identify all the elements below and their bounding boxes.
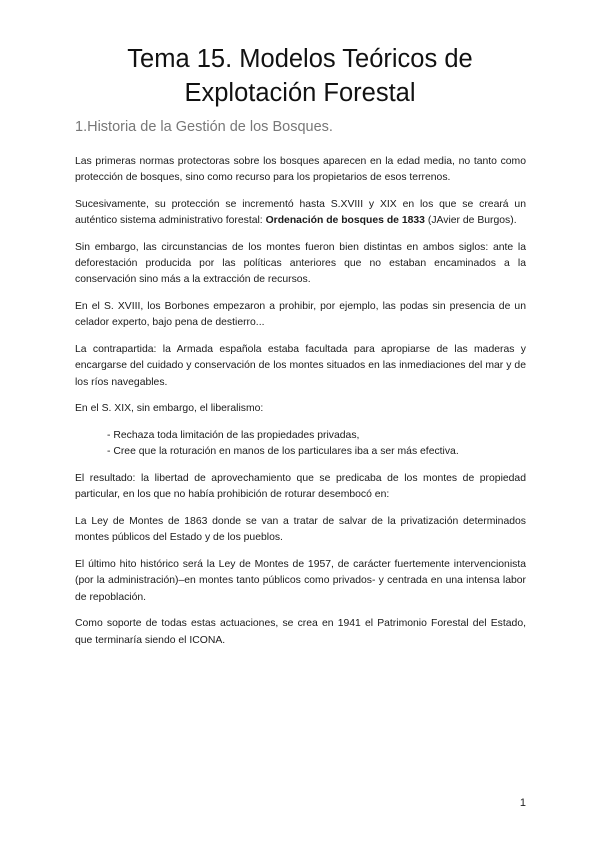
title-line-2: Explotación Forestal xyxy=(184,79,416,107)
paragraph: En el S. XVIII, los Borbones empezaron a prohibir, por ejemplo, las podas sin presencia de un celador experto, bajo pena de destierro... xyxy=(75,301,526,329)
paragraph-text: Sucesivamente, su protección se incrementó hasta S.XVIII y XIX en los que se creará un auténtico sistema administrativo forestal: xyxy=(75,199,526,227)
paragraph: Las primeras normas protectoras sobre los bosques aparecen en la edad media, no tanto como protección de bosques, sino como recurso para los propietarios de esos terrenos. xyxy=(75,156,526,184)
bold-phrase: Ordenación de bosques de 1833 xyxy=(265,215,425,227)
paragraph xyxy=(75,197,526,229)
page-number: 1 xyxy=(519,797,526,809)
paragraph-tail: (JAvier de Burgos). xyxy=(424,215,517,227)
title-line-1: Tema 15. Modelos Teóricos de xyxy=(127,45,473,73)
paragraph: La Ley de Montes de 1863 donde se van a tratar de salvar de la privatización determinados montes públicos del Estado y de los pueblos. xyxy=(75,516,526,544)
paragraph: En el S. XIX, sin embargo, el liberalismo: xyxy=(75,403,264,415)
paragraph: Como soporte de todas estas actuaciones, se crea en 1941 el Patrimonio Forestal del Estado, que terminaría siendo el ICONA. xyxy=(75,618,526,646)
document-body xyxy=(75,154,526,659)
paragraph: La contrapartida: la Armada española estaba facultada para apropiarse de las maderas y encargarse del cuidado y conservación de los montes situados en las inmediaciones del mar y de los ríos navegables. xyxy=(75,344,526,388)
page-title xyxy=(60,42,540,110)
bullet-list xyxy=(75,428,526,460)
paragraph: El último hito histórico será la Ley de Montes de 1957, de carácter fuertemente intervencionista (por la administración)–en montes tanto públicos como privados- y centrada en una intensa labor de repoblación. xyxy=(75,559,526,603)
paragraph: El resultado: la libertad de aprovechamiento que se predicaba de los montes de propiedad particular, en los que no había prohibición de roturar desembocó en: xyxy=(75,473,526,501)
section-heading: 1.Historia de la Gestión de los Bosques. xyxy=(75,119,333,135)
paragraph: Sin embargo, las circunstancias de los montes fueron bien distintas en ambos siglos: ante la deforestación producida por las políticas anteriores que no estaban encaminados a la conservación sino más a la extracción de recursos. xyxy=(75,242,526,286)
list-item: - Rechaza toda limitación de las propiedades privadas, xyxy=(107,430,360,442)
list-item: - Cree que la roturación en manos de los particulares iba a ser más efectiva. xyxy=(107,446,459,458)
